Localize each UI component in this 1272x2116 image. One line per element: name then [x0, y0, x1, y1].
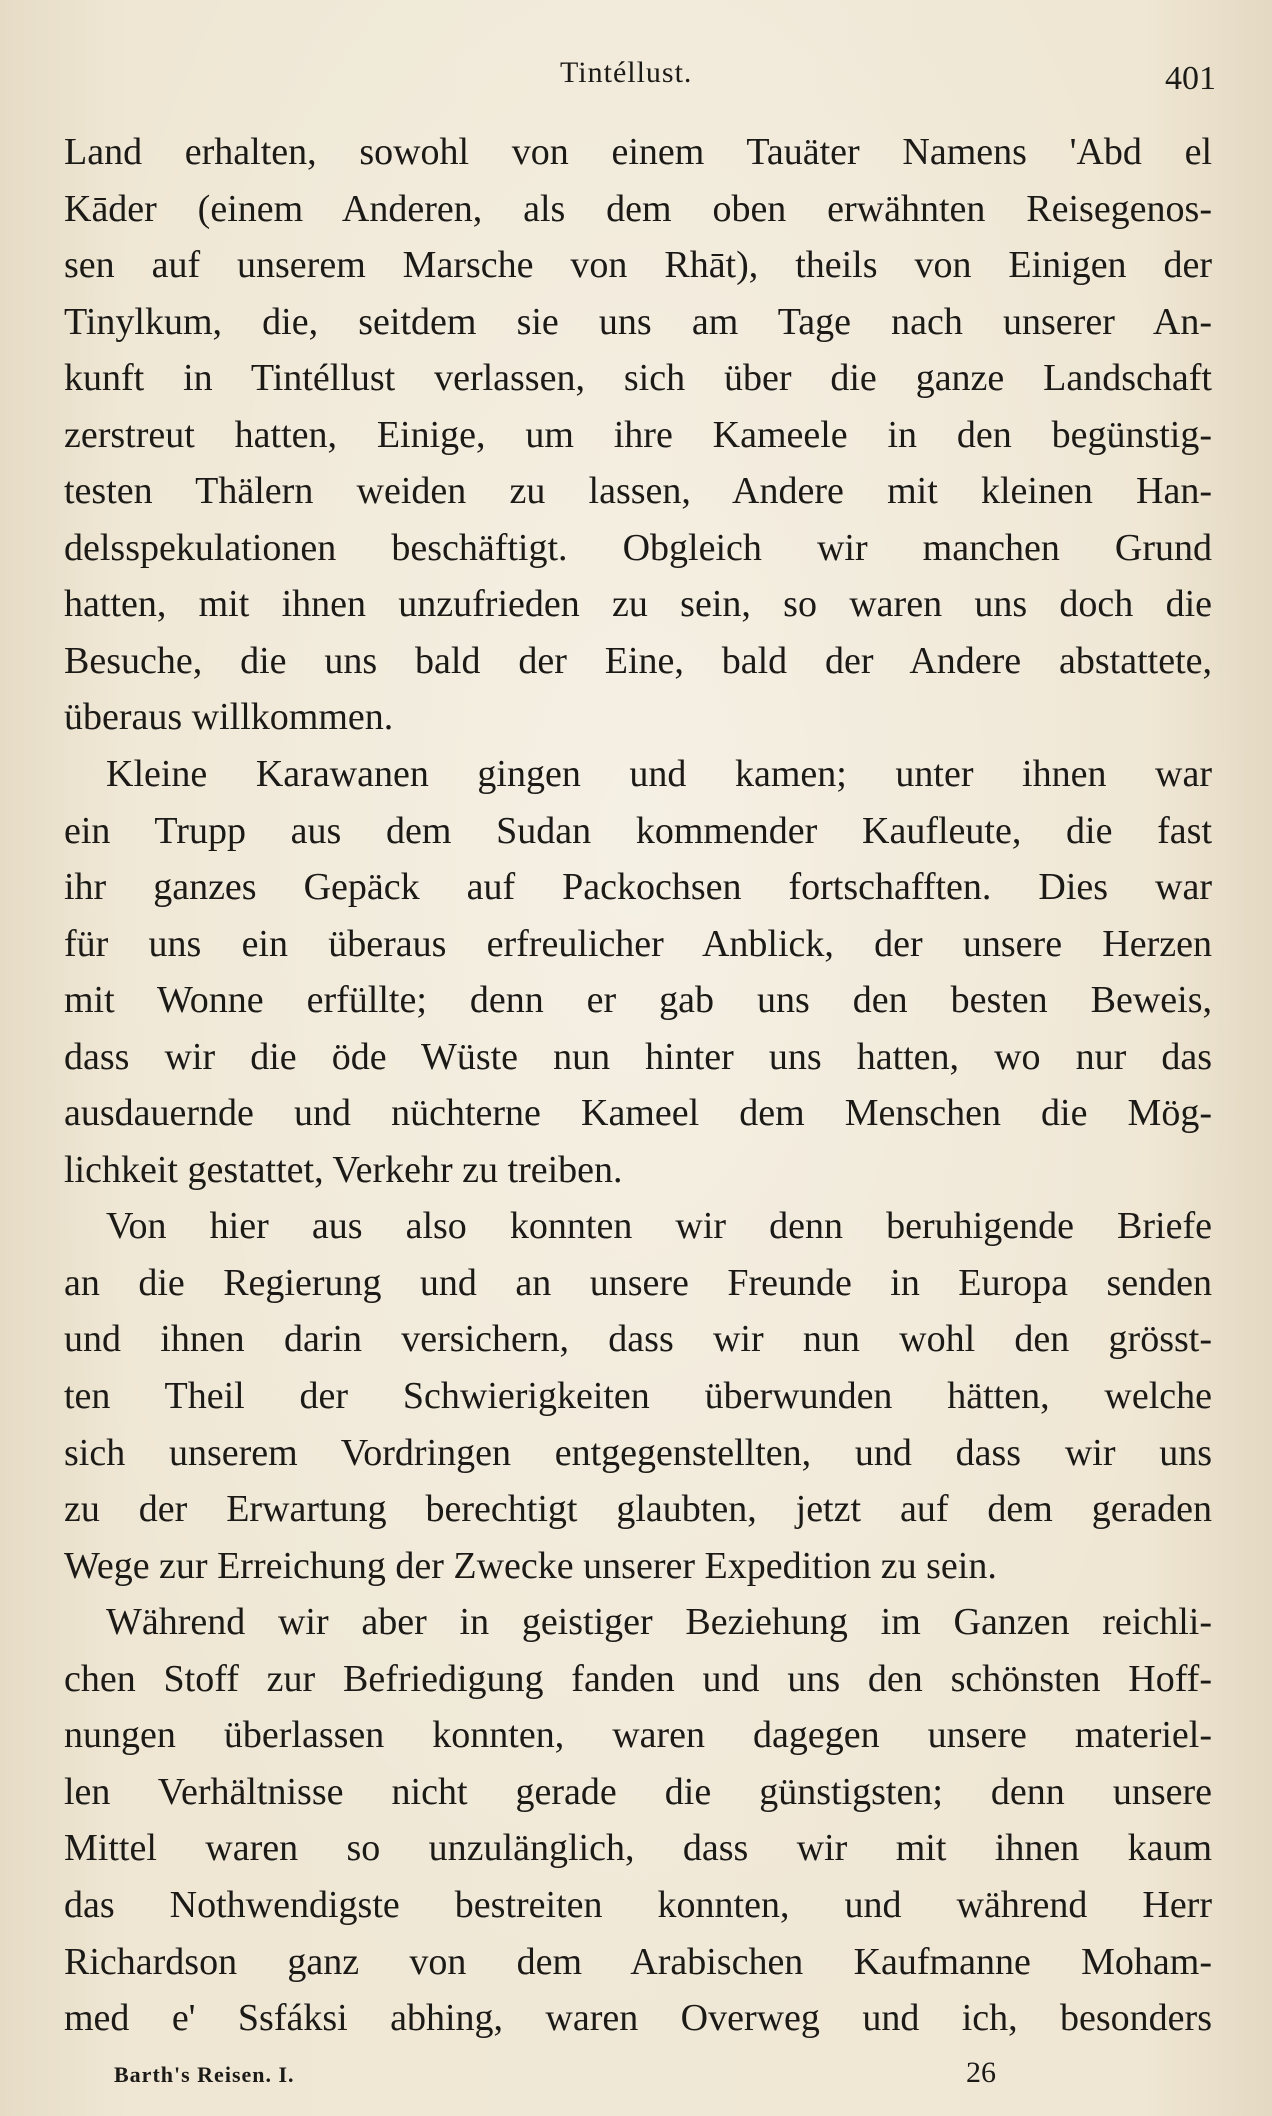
text-line: Kāder (einem Anderen, als dem oben erwähnten Reisegenos-	[64, 187, 1212, 230]
text-line: mit Wonne erfüllte; denn er gab uns den besten Beweis,	[64, 979, 1212, 1022]
text-line: ein Trupp aus dem Sudan kommender Kaufleute, die fast	[64, 809, 1212, 852]
text-line: für uns ein überaus erfreulicher Anblick, der unsere Herzen	[64, 922, 1212, 965]
text-line: med e' Ssfáksi abhing, waren Overweg und ich, besonders	[64, 1997, 1212, 2040]
text-line: Tinylkum, die, seitdem sie uns am Tage nach unserer An-	[64, 300, 1212, 343]
text-line: Von hier aus also konnten wir denn beruhigende Briefe	[106, 1205, 1212, 1248]
text-line: testen Thälern weiden zu lassen, Andere mit kleinen Han-	[64, 470, 1212, 513]
page-number: 401	[1165, 60, 1216, 97]
running-title: Tintéllust.	[560, 56, 693, 89]
printer-signature: Barth's Reisen. I.	[114, 2062, 295, 2087]
page-footer	[0, 2054, 1272, 2094]
text-line: zu der Erwartung berechtigt glaubten, jetzt auf dem geraden	[64, 1488, 1212, 1531]
text-line: ausdauernde und nüchterne Kameel dem Menschen die Mög-	[64, 1092, 1212, 1135]
text-line: nungen überlassen konnten, waren dagegen unsere materiel-	[64, 1714, 1212, 1757]
text-line: Land erhalten, sowohl von einem Tauäter Namens 'Abd el	[64, 131, 1212, 173]
sheet-number: 26	[966, 2056, 996, 2089]
text-line: len Verhältnisse nicht gerade die günstigsten; denn unsere	[64, 1770, 1212, 1813]
text-line: Mittel waren so unzulänglich, dass wir mit ihnen kaum	[64, 1827, 1212, 1870]
text-line: lichkeit gestattet, Verkehr zu treiben.	[64, 1148, 623, 1191]
text-line: sen auf unserem Marsche von Rhāt), theils von Einigen der	[64, 244, 1212, 287]
text-line: das Nothwendigste bestreiten konnten, und während Herr	[64, 1883, 1212, 1926]
text-line: Richardson ganz von dem Arabischen Kaufmanne Moham-	[64, 1940, 1212, 1983]
text-line: Wege zur Erreichung der Zwecke unserer Expedition zu sein.	[64, 1544, 997, 1587]
text-line: sich unserem Vordringen entgegenstellten, und dass wir uns	[64, 1431, 1212, 1474]
text-line: delsspekulationen beschäftigt. Obgleich wir manchen Grund	[64, 526, 1212, 569]
text-line: ten Theil der Schwierigkeiten überwunden hätten, welche	[64, 1375, 1212, 1418]
text-line: Kleine Karawanen gingen und kamen; unter ihnen war	[106, 753, 1212, 796]
text-line: dass wir die öde Wüste nun hinter uns hatten, wo nur das	[64, 1035, 1212, 1078]
body-text	[64, 124, 1212, 2047]
text-line: hatten, mit ihnen unzufrieden zu sein, so waren uns doch die	[64, 583, 1212, 626]
text-line: chen Stoff zur Befriedigung fanden und uns den schönsten Hoff-	[64, 1657, 1212, 1700]
running-head	[0, 56, 1272, 100]
text-line: überaus willkommen.	[64, 696, 394, 739]
text-line: zerstreut hatten, Einige, um ihre Kameele in den begünstig-	[64, 413, 1212, 456]
text-line: und ihnen darin versichern, dass wir nun wohl den grösst-	[64, 1318, 1212, 1361]
text-line: Besuche, die uns bald der Eine, bald der Andere abstattete,	[64, 639, 1212, 682]
text-line: Während wir aber in geistiger Beziehung im Ganzen reichli-	[106, 1601, 1212, 1644]
text-line: an die Regierung und an unsere Freunde in Europa senden	[64, 1261, 1212, 1304]
text-line: ihr ganzes Gepäck auf Packochsen fortschafften. Dies war	[64, 866, 1212, 909]
text-line: kunft in Tintéllust verlassen, sich über die ganze Landschaft	[64, 357, 1212, 400]
